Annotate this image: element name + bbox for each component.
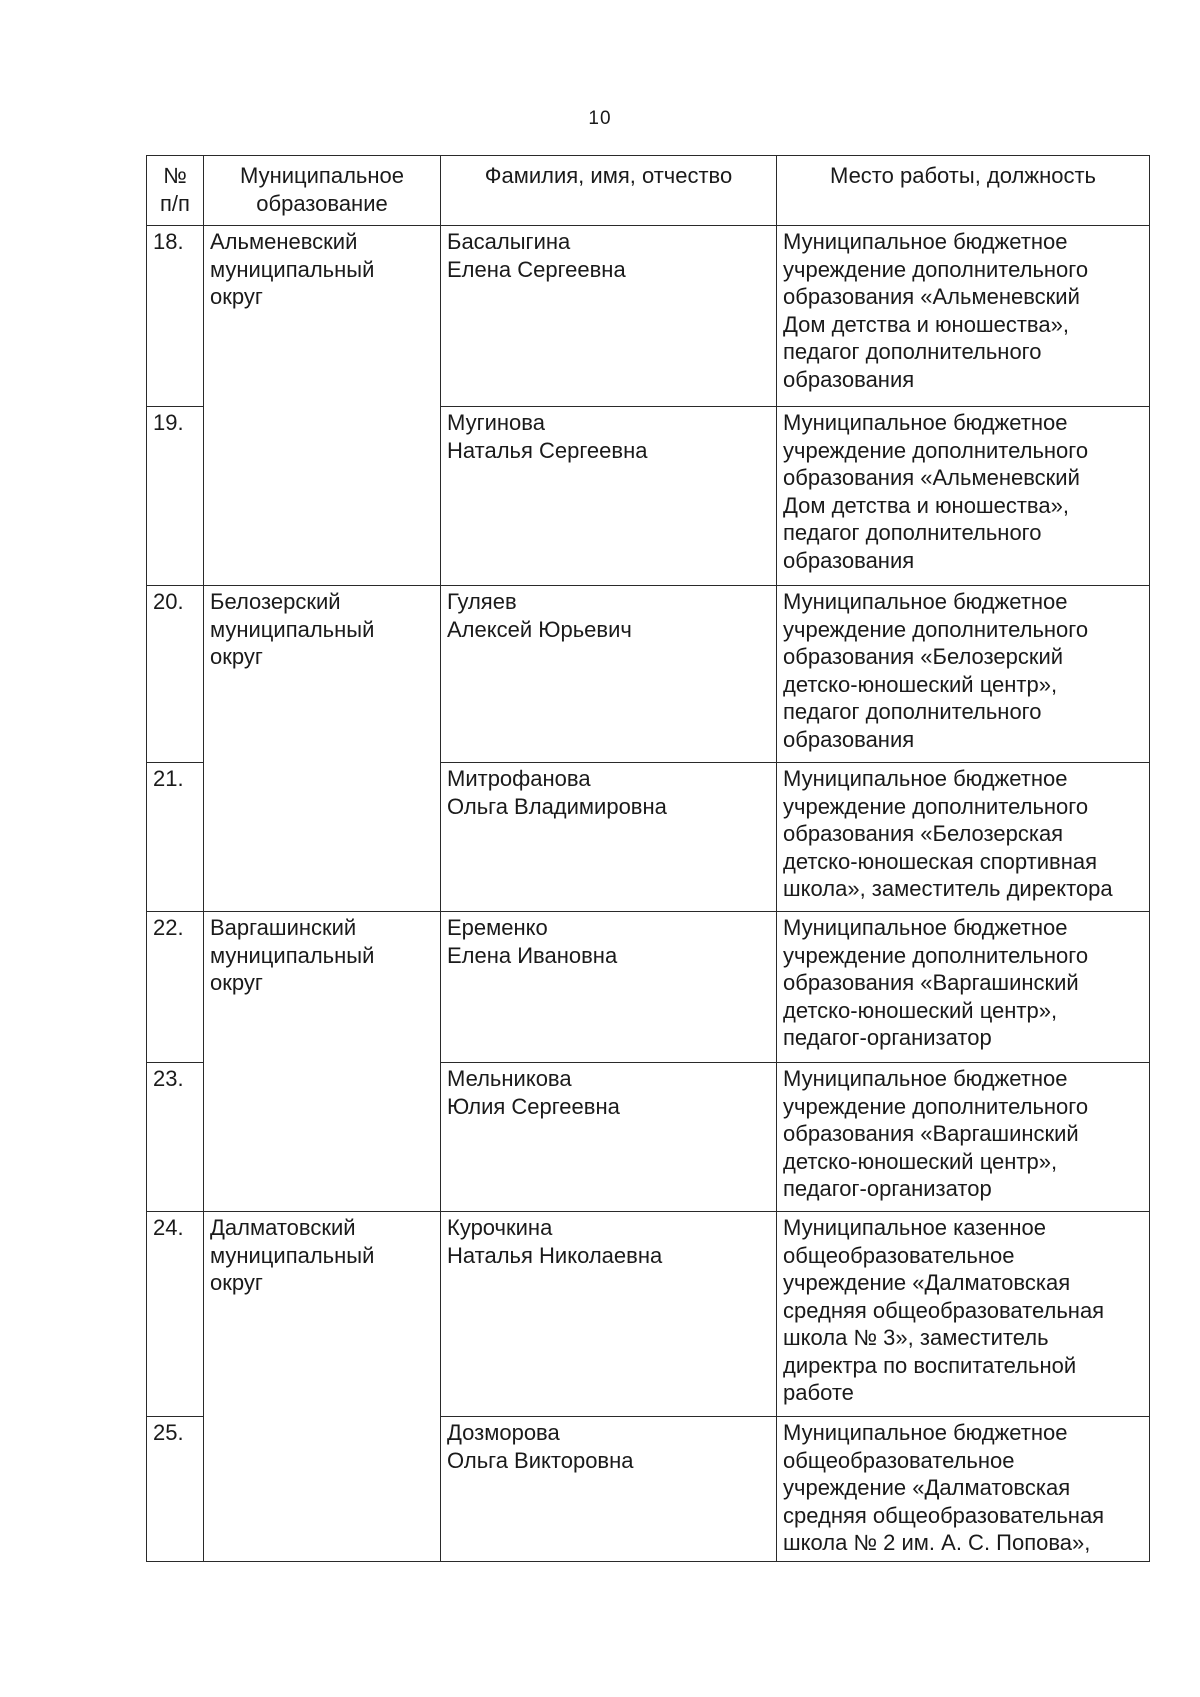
full-name-cell: Мельникова Юлия Сергеевна [441, 1063, 777, 1212]
table-row [147, 586, 1150, 763]
full-name-cell: Еременко Елена Ивановна [441, 912, 777, 1063]
participants-table [146, 155, 1150, 1562]
municipality-cell: Далматовский муниципальный округ [204, 1212, 441, 1562]
header-number: № п/п [147, 156, 204, 226]
full-name-cell: Дозморова Ольга Викторовна [441, 1417, 777, 1562]
municipality-cell: Варгашинский муниципальный округ [204, 912, 441, 1212]
row-number: 25. [147, 1417, 204, 1562]
workplace-cell: Муниципальное бюджетное учреждение дополнительного образования «Варгашинский детско-юношеский центр», педагог-организатор [777, 912, 1150, 1063]
row-number: 21. [147, 763, 204, 912]
full-name-cell: Басалыгина Елена Сергеевна [441, 226, 777, 407]
header-workplace: Место работы, должность [777, 156, 1150, 226]
header-municipality: Муниципальное образование [204, 156, 441, 226]
row-number: 19. [147, 407, 204, 586]
full-name-cell: Гуляев Алексей Юрьевич [441, 586, 777, 763]
workplace-cell: Муниципальное бюджетное учреждение дополнительного образования «Альменевский Дом детства и юношества», педагог дополнительного образования [777, 407, 1150, 586]
workplace-cell: Муниципальное бюджетное учреждение дополнительного образования «Белозерская детско-юношеская спортивная школа», заместитель директора [777, 763, 1150, 912]
table-row [147, 226, 1150, 407]
row-number: 20. [147, 586, 204, 763]
workplace-cell: Муниципальное бюджетное учреждение дополнительного образования «Альменевский Дом детства и юношества», педагог дополнительного образования [777, 226, 1150, 407]
table-header-row [147, 156, 1150, 226]
workplace-cell: Муниципальное бюджетное учреждение дополнительного образования «Белозерский детско-юношеский центр», педагог дополнительного образования [777, 586, 1150, 763]
municipality-cell: Белозерский муниципальный округ [204, 586, 441, 912]
table-row [147, 1212, 1150, 1417]
page-number: 10 [588, 108, 612, 129]
workplace-cell: Муниципальное бюджетное учреждение дополнительного образования «Варгашинский детско-юношеский центр», педагог-организатор [777, 1063, 1150, 1212]
header-full-name: Фамилия, имя, отчество [441, 156, 777, 226]
row-number: 22. [147, 912, 204, 1063]
full-name-cell: Курочкина Наталья Николаевна [441, 1212, 777, 1417]
workplace-cell: Муниципальное казенное общеобразовательное учреждение «Далматовская средняя общеобразовательная школа № 3», заместитель директра по воспитательной работе [777, 1212, 1150, 1417]
full-name-cell: Митрофанова Ольга Владимировна [441, 763, 777, 912]
workplace-cell: Муниципальное бюджетное общеобразовательное учреждение «Далматовская средняя общеобразовательная школа № 2 им. А. С. Попова», [777, 1417, 1150, 1562]
municipality-cell: Альменевский муниципальный округ [204, 226, 441, 586]
row-number: 23. [147, 1063, 204, 1212]
table-row [147, 912, 1150, 1063]
row-number: 24. [147, 1212, 204, 1417]
row-number: 18. [147, 226, 204, 407]
full-name-cell: Мугинова Наталья Сергеевна [441, 407, 777, 586]
